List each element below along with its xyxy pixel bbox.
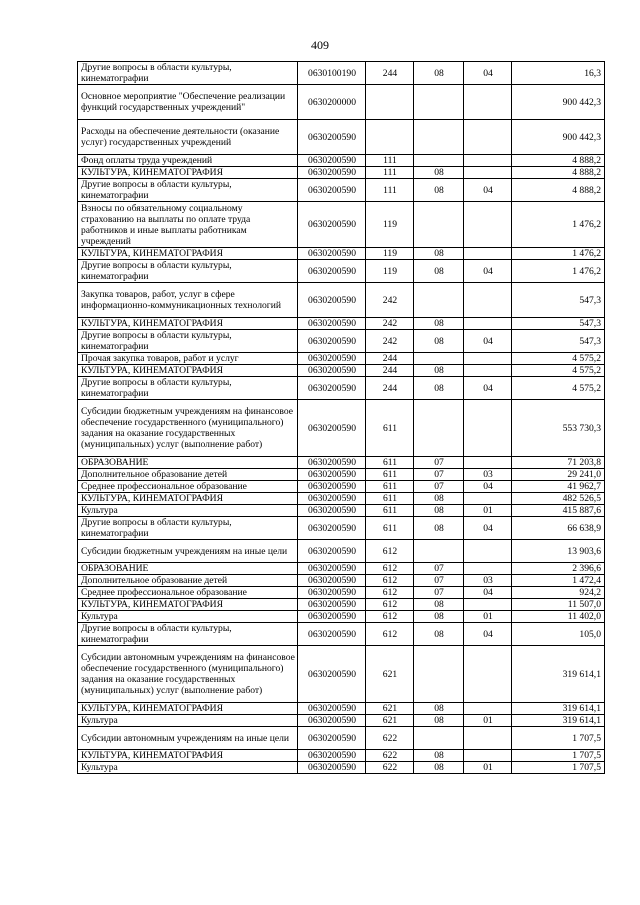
table-row	[78, 248, 605, 260]
section-cell: 07	[414, 563, 464, 575]
amount-cell: 71 203,8	[512, 457, 605, 469]
amount-cell: 2 396,6	[512, 563, 605, 575]
target-code-cell: 0630200590	[298, 248, 366, 260]
table-row	[78, 575, 605, 587]
expense-type-cell: 612	[366, 575, 414, 587]
table-row	[78, 505, 605, 517]
expense-type-cell: 611	[366, 400, 414, 457]
section-cell	[414, 540, 464, 563]
amount-cell: 1 476,2	[512, 248, 605, 260]
table-row	[78, 202, 605, 248]
subsection-cell	[464, 646, 512, 703]
target-code-cell: 0630200590	[298, 505, 366, 517]
subsection-cell: 04	[464, 179, 512, 202]
target-code-cell: 0630200590	[298, 481, 366, 493]
section-cell: 08	[414, 365, 464, 377]
subsection-cell	[464, 493, 512, 505]
row-name-cell: КУЛЬТУРА, КИНЕМАТОГРАФИЯ	[78, 599, 298, 611]
expense-type-cell: 111	[366, 167, 414, 179]
amount-cell: 66 638,9	[512, 517, 605, 540]
amount-cell: 4 888,2	[512, 179, 605, 202]
subsection-cell: 04	[464, 481, 512, 493]
row-name-cell: Закупка товаров, работ, услуг в сфере информационно-коммуникационных технологий	[78, 283, 298, 318]
table-row	[78, 179, 605, 202]
section-cell: 08	[414, 167, 464, 179]
amount-cell: 4 575,2	[512, 365, 605, 377]
subsection-cell: 04	[464, 623, 512, 646]
target-code-cell: 0630200590	[298, 611, 366, 623]
expense-type-cell: 244	[366, 353, 414, 365]
subsection-cell	[464, 202, 512, 248]
expense-type-cell: 611	[366, 469, 414, 481]
amount-cell: 482 526,5	[512, 493, 605, 505]
table-row	[78, 260, 605, 283]
subsection-cell	[464, 353, 512, 365]
row-name-cell: Субсидии автономным учреждениям на иные цели	[78, 727, 298, 750]
section-cell: 07	[414, 481, 464, 493]
table-row	[78, 715, 605, 727]
amount-cell: 16,3	[512, 62, 605, 85]
row-name-cell: Среднее профессиональное образование	[78, 587, 298, 599]
row-name-cell: Другие вопросы в области культуры, кинематографии	[78, 377, 298, 400]
table-row	[78, 563, 605, 575]
expense-type-cell	[366, 85, 414, 120]
expense-type-cell: 111	[366, 179, 414, 202]
amount-cell: 1 476,2	[512, 260, 605, 283]
subsection-cell	[464, 365, 512, 377]
row-name-cell: Другие вопросы в области культуры, кинематографии	[78, 62, 298, 85]
expense-type-cell: 111	[366, 155, 414, 167]
table-row	[78, 727, 605, 750]
table-row	[78, 517, 605, 540]
expense-type-cell: 621	[366, 715, 414, 727]
page-number: 409	[311, 38, 329, 52]
subsection-cell: 01	[464, 762, 512, 774]
row-name-cell: Дополнительное образование детей	[78, 575, 298, 587]
subsection-cell	[464, 400, 512, 457]
section-cell	[414, 646, 464, 703]
section-cell: 08	[414, 318, 464, 330]
table-row	[78, 481, 605, 493]
amount-cell: 1 472,4	[512, 575, 605, 587]
table-body	[78, 62, 605, 774]
target-code-cell: 0630200590	[298, 353, 366, 365]
row-name-cell: КУЛЬТУРА, КИНЕМАТОГРАФИЯ	[78, 703, 298, 715]
amount-cell: 415 887,6	[512, 505, 605, 517]
table-row	[78, 400, 605, 457]
subsection-cell: 01	[464, 715, 512, 727]
expense-type-cell: 244	[366, 365, 414, 377]
subsection-cell	[464, 120, 512, 155]
section-cell: 08	[414, 703, 464, 715]
amount-cell: 41 962,7	[512, 481, 605, 493]
section-cell: 07	[414, 575, 464, 587]
section-cell: 08	[414, 377, 464, 400]
target-code-cell: 0630200590	[298, 587, 366, 599]
expense-type-cell: 612	[366, 587, 414, 599]
row-name-cell: Культура	[78, 715, 298, 727]
section-cell	[414, 202, 464, 248]
target-code-cell: 0630200590	[298, 155, 366, 167]
subsection-cell	[464, 563, 512, 575]
expense-type-cell: 612	[366, 623, 414, 646]
row-name-cell: Субсидии автономным учреждениям на финансовое обеспечение государственного (муниципального) задания на оказание государственных (муниципальных) услуг (выполнение работ)	[78, 646, 298, 703]
table-row	[78, 167, 605, 179]
expense-type-cell: 611	[366, 517, 414, 540]
amount-cell: 547,3	[512, 330, 605, 353]
amount-cell: 1 707,5	[512, 762, 605, 774]
table-row	[78, 493, 605, 505]
subsection-cell	[464, 457, 512, 469]
target-code-cell: 0630200590	[298, 318, 366, 330]
section-cell: 07	[414, 457, 464, 469]
section-cell: 08	[414, 599, 464, 611]
subsection-cell	[464, 318, 512, 330]
target-code-cell: 0630200590	[298, 457, 366, 469]
subsection-cell	[464, 167, 512, 179]
expense-type-cell: 622	[366, 750, 414, 762]
section-cell	[414, 85, 464, 120]
expense-type-cell: 611	[366, 493, 414, 505]
row-name-cell: Другие вопросы в области культуры, кинематографии	[78, 260, 298, 283]
amount-cell: 11 507,0	[512, 599, 605, 611]
expense-type-cell: 611	[366, 481, 414, 493]
expense-type-cell: 119	[366, 202, 414, 248]
subsection-cell: 01	[464, 611, 512, 623]
table-row	[78, 62, 605, 85]
table-row	[78, 646, 605, 703]
expense-type-cell: 621	[366, 646, 414, 703]
subsection-cell	[464, 727, 512, 750]
target-code-cell: 0630200590	[298, 202, 366, 248]
expense-type-cell: 119	[366, 260, 414, 283]
table-row	[78, 318, 605, 330]
expense-type-cell: 622	[366, 727, 414, 750]
row-name-cell: Другие вопросы в области культуры, кинематографии	[78, 330, 298, 353]
expense-type-cell: 612	[366, 611, 414, 623]
amount-cell: 4 575,2	[512, 377, 605, 400]
table-row	[78, 623, 605, 646]
section-cell: 08	[414, 505, 464, 517]
section-cell: 07	[414, 469, 464, 481]
section-cell: 08	[414, 179, 464, 202]
amount-cell: 924,2	[512, 587, 605, 599]
table-row	[78, 611, 605, 623]
expense-type-cell: 242	[366, 318, 414, 330]
subsection-cell	[464, 283, 512, 318]
amount-cell: 547,3	[512, 283, 605, 318]
section-cell: 08	[414, 62, 464, 85]
subsection-cell: 03	[464, 469, 512, 481]
table-row	[78, 353, 605, 365]
row-name-cell: КУЛЬТУРА, КИНЕМАТОГРАФИЯ	[78, 750, 298, 762]
section-cell: 08	[414, 623, 464, 646]
amount-cell: 29 241,0	[512, 469, 605, 481]
amount-cell: 319 614,1	[512, 715, 605, 727]
subsection-cell: 04	[464, 377, 512, 400]
section-cell	[414, 400, 464, 457]
row-name-cell: Расходы на обеспечение деятельности (оказание услуг) государственных учреждений	[78, 120, 298, 155]
section-cell: 08	[414, 762, 464, 774]
amount-cell: 553 730,3	[512, 400, 605, 457]
section-cell	[414, 155, 464, 167]
target-code-cell: 0630200590	[298, 167, 366, 179]
target-code-cell: 0630200590	[298, 599, 366, 611]
row-name-cell: Субсидии бюджетным учреждениям на финансовое обеспечение государственного (муниципального) задания на оказание государственных (муниципальных) услуг (выполнение работ)	[78, 400, 298, 457]
subsection-cell: 03	[464, 575, 512, 587]
amount-cell: 900 442,3	[512, 120, 605, 155]
target-code-cell: 0630200590	[298, 377, 366, 400]
table-row	[78, 457, 605, 469]
section-cell: 08	[414, 493, 464, 505]
target-code-cell: 0630200590	[298, 715, 366, 727]
table-row	[78, 120, 605, 155]
target-code-cell: 0630200590	[298, 469, 366, 481]
section-cell: 08	[414, 715, 464, 727]
target-code-cell: 0630200590	[298, 179, 366, 202]
subsection-cell	[464, 599, 512, 611]
table-row	[78, 540, 605, 563]
target-code-cell: 0630200590	[298, 750, 366, 762]
expense-type-cell: 242	[366, 283, 414, 318]
row-name-cell: Среднее профессиональное образование	[78, 481, 298, 493]
amount-cell: 4 575,2	[512, 353, 605, 365]
amount-cell: 1 707,5	[512, 750, 605, 762]
table-row	[78, 155, 605, 167]
target-code-cell: 0630200590	[298, 563, 366, 575]
row-name-cell: Другие вопросы в области культуры, кинематографии	[78, 517, 298, 540]
subsection-cell: 01	[464, 505, 512, 517]
subsection-cell	[464, 540, 512, 563]
row-name-cell: Дополнительное образование детей	[78, 469, 298, 481]
row-name-cell: ОБРАЗОВАНИЕ	[78, 457, 298, 469]
target-code-cell: 0630200590	[298, 493, 366, 505]
amount-cell: 4 888,2	[512, 155, 605, 167]
subsection-cell	[464, 155, 512, 167]
target-code-cell: 0630200590	[298, 575, 366, 587]
row-name-cell: Фонд оплаты труда учреждений	[78, 155, 298, 167]
amount-cell: 4 888,2	[512, 167, 605, 179]
table-row	[78, 762, 605, 774]
expense-type-cell: 621	[366, 703, 414, 715]
expense-type-cell: 612	[366, 563, 414, 575]
table-row	[78, 85, 605, 120]
amount-cell: 13 903,6	[512, 540, 605, 563]
section-cell: 08	[414, 750, 464, 762]
target-code-cell: 0630200590	[298, 703, 366, 715]
row-name-cell: Другие вопросы в области культуры, кинематографии	[78, 623, 298, 646]
row-name-cell: Культура	[78, 762, 298, 774]
target-code-cell: 0630200000	[298, 85, 366, 120]
row-name-cell: КУЛЬТУРА, КИНЕМАТОГРАФИЯ	[78, 248, 298, 260]
amount-cell: 547,3	[512, 318, 605, 330]
row-name-cell: ОБРАЗОВАНИЕ	[78, 563, 298, 575]
row-name-cell: Культура	[78, 505, 298, 517]
section-cell	[414, 283, 464, 318]
table-row	[78, 469, 605, 481]
amount-cell: 11 402,0	[512, 611, 605, 623]
amount-cell: 1 707,5	[512, 727, 605, 750]
target-code-cell: 0630200590	[298, 646, 366, 703]
subsection-cell	[464, 750, 512, 762]
section-cell: 08	[414, 248, 464, 260]
table-row	[78, 365, 605, 377]
expense-type-cell	[366, 120, 414, 155]
section-cell: 08	[414, 260, 464, 283]
subsection-cell	[464, 85, 512, 120]
target-code-cell: 0630200590	[298, 762, 366, 774]
table-row	[78, 283, 605, 318]
amount-cell: 319 614,1	[512, 646, 605, 703]
target-code-cell: 0630100190	[298, 62, 366, 85]
table-row	[78, 703, 605, 715]
budget-table	[77, 61, 605, 774]
section-cell: 08	[414, 611, 464, 623]
target-code-cell: 0630200590	[298, 260, 366, 283]
row-name-cell: Другие вопросы в области культуры, кинематографии	[78, 179, 298, 202]
amount-cell: 319 614,1	[512, 703, 605, 715]
row-name-cell: Прочая закупка товаров, работ и услуг	[78, 353, 298, 365]
row-name-cell: Основное мероприятие "Обеспечение реализации функций государственных учреждений"	[78, 85, 298, 120]
section-cell: 08	[414, 517, 464, 540]
target-code-cell: 0630200590	[298, 283, 366, 318]
expense-type-cell: 242	[366, 330, 414, 353]
row-name-cell: КУЛЬТУРА, КИНЕМАТОГРАФИЯ	[78, 167, 298, 179]
target-code-cell: 0630200590	[298, 330, 366, 353]
table-row	[78, 750, 605, 762]
expense-type-cell: 612	[366, 540, 414, 563]
amount-cell: 900 442,3	[512, 85, 605, 120]
target-code-cell: 0630200590	[298, 540, 366, 563]
expense-type-cell: 622	[366, 762, 414, 774]
subsection-cell: 04	[464, 330, 512, 353]
target-code-cell: 0630200590	[298, 120, 366, 155]
row-name-cell: КУЛЬТУРА, КИНЕМАТОГРАФИЯ	[78, 493, 298, 505]
expense-type-cell: 611	[366, 505, 414, 517]
section-cell	[414, 120, 464, 155]
table-row	[78, 587, 605, 599]
expense-type-cell: 611	[366, 457, 414, 469]
subsection-cell: 04	[464, 587, 512, 599]
section-cell: 07	[414, 587, 464, 599]
target-code-cell: 0630200590	[298, 727, 366, 750]
section-cell	[414, 353, 464, 365]
row-name-cell: Субсидии бюджетным учреждениям на иные цели	[78, 540, 298, 563]
target-code-cell: 0630200590	[298, 365, 366, 377]
table-row	[78, 330, 605, 353]
subsection-cell	[464, 248, 512, 260]
table-row	[78, 377, 605, 400]
target-code-cell: 0630200590	[298, 400, 366, 457]
row-name-cell: КУЛЬТУРА, КИНЕМАТОГРАФИЯ	[78, 318, 298, 330]
subsection-cell: 04	[464, 517, 512, 540]
expense-type-cell: 119	[366, 248, 414, 260]
section-cell: 08	[414, 330, 464, 353]
amount-cell: 1 476,2	[512, 202, 605, 248]
target-code-cell: 0630200590	[298, 517, 366, 540]
subsection-cell	[464, 703, 512, 715]
row-name-cell: Культура	[78, 611, 298, 623]
target-code-cell: 0630200590	[298, 623, 366, 646]
amount-cell: 105,0	[512, 623, 605, 646]
subsection-cell: 04	[464, 62, 512, 85]
row-name-cell: КУЛЬТУРА, КИНЕМАТОГРАФИЯ	[78, 365, 298, 377]
expense-type-cell: 244	[366, 377, 414, 400]
subsection-cell: 04	[464, 260, 512, 283]
row-name-cell: Взносы по обязательному социальному страхованию на выплаты по оплате труда работников и иные выплаты работникам учреждений	[78, 202, 298, 248]
expense-type-cell: 612	[366, 599, 414, 611]
table-row	[78, 599, 605, 611]
expense-type-cell: 244	[366, 62, 414, 85]
section-cell	[414, 727, 464, 750]
